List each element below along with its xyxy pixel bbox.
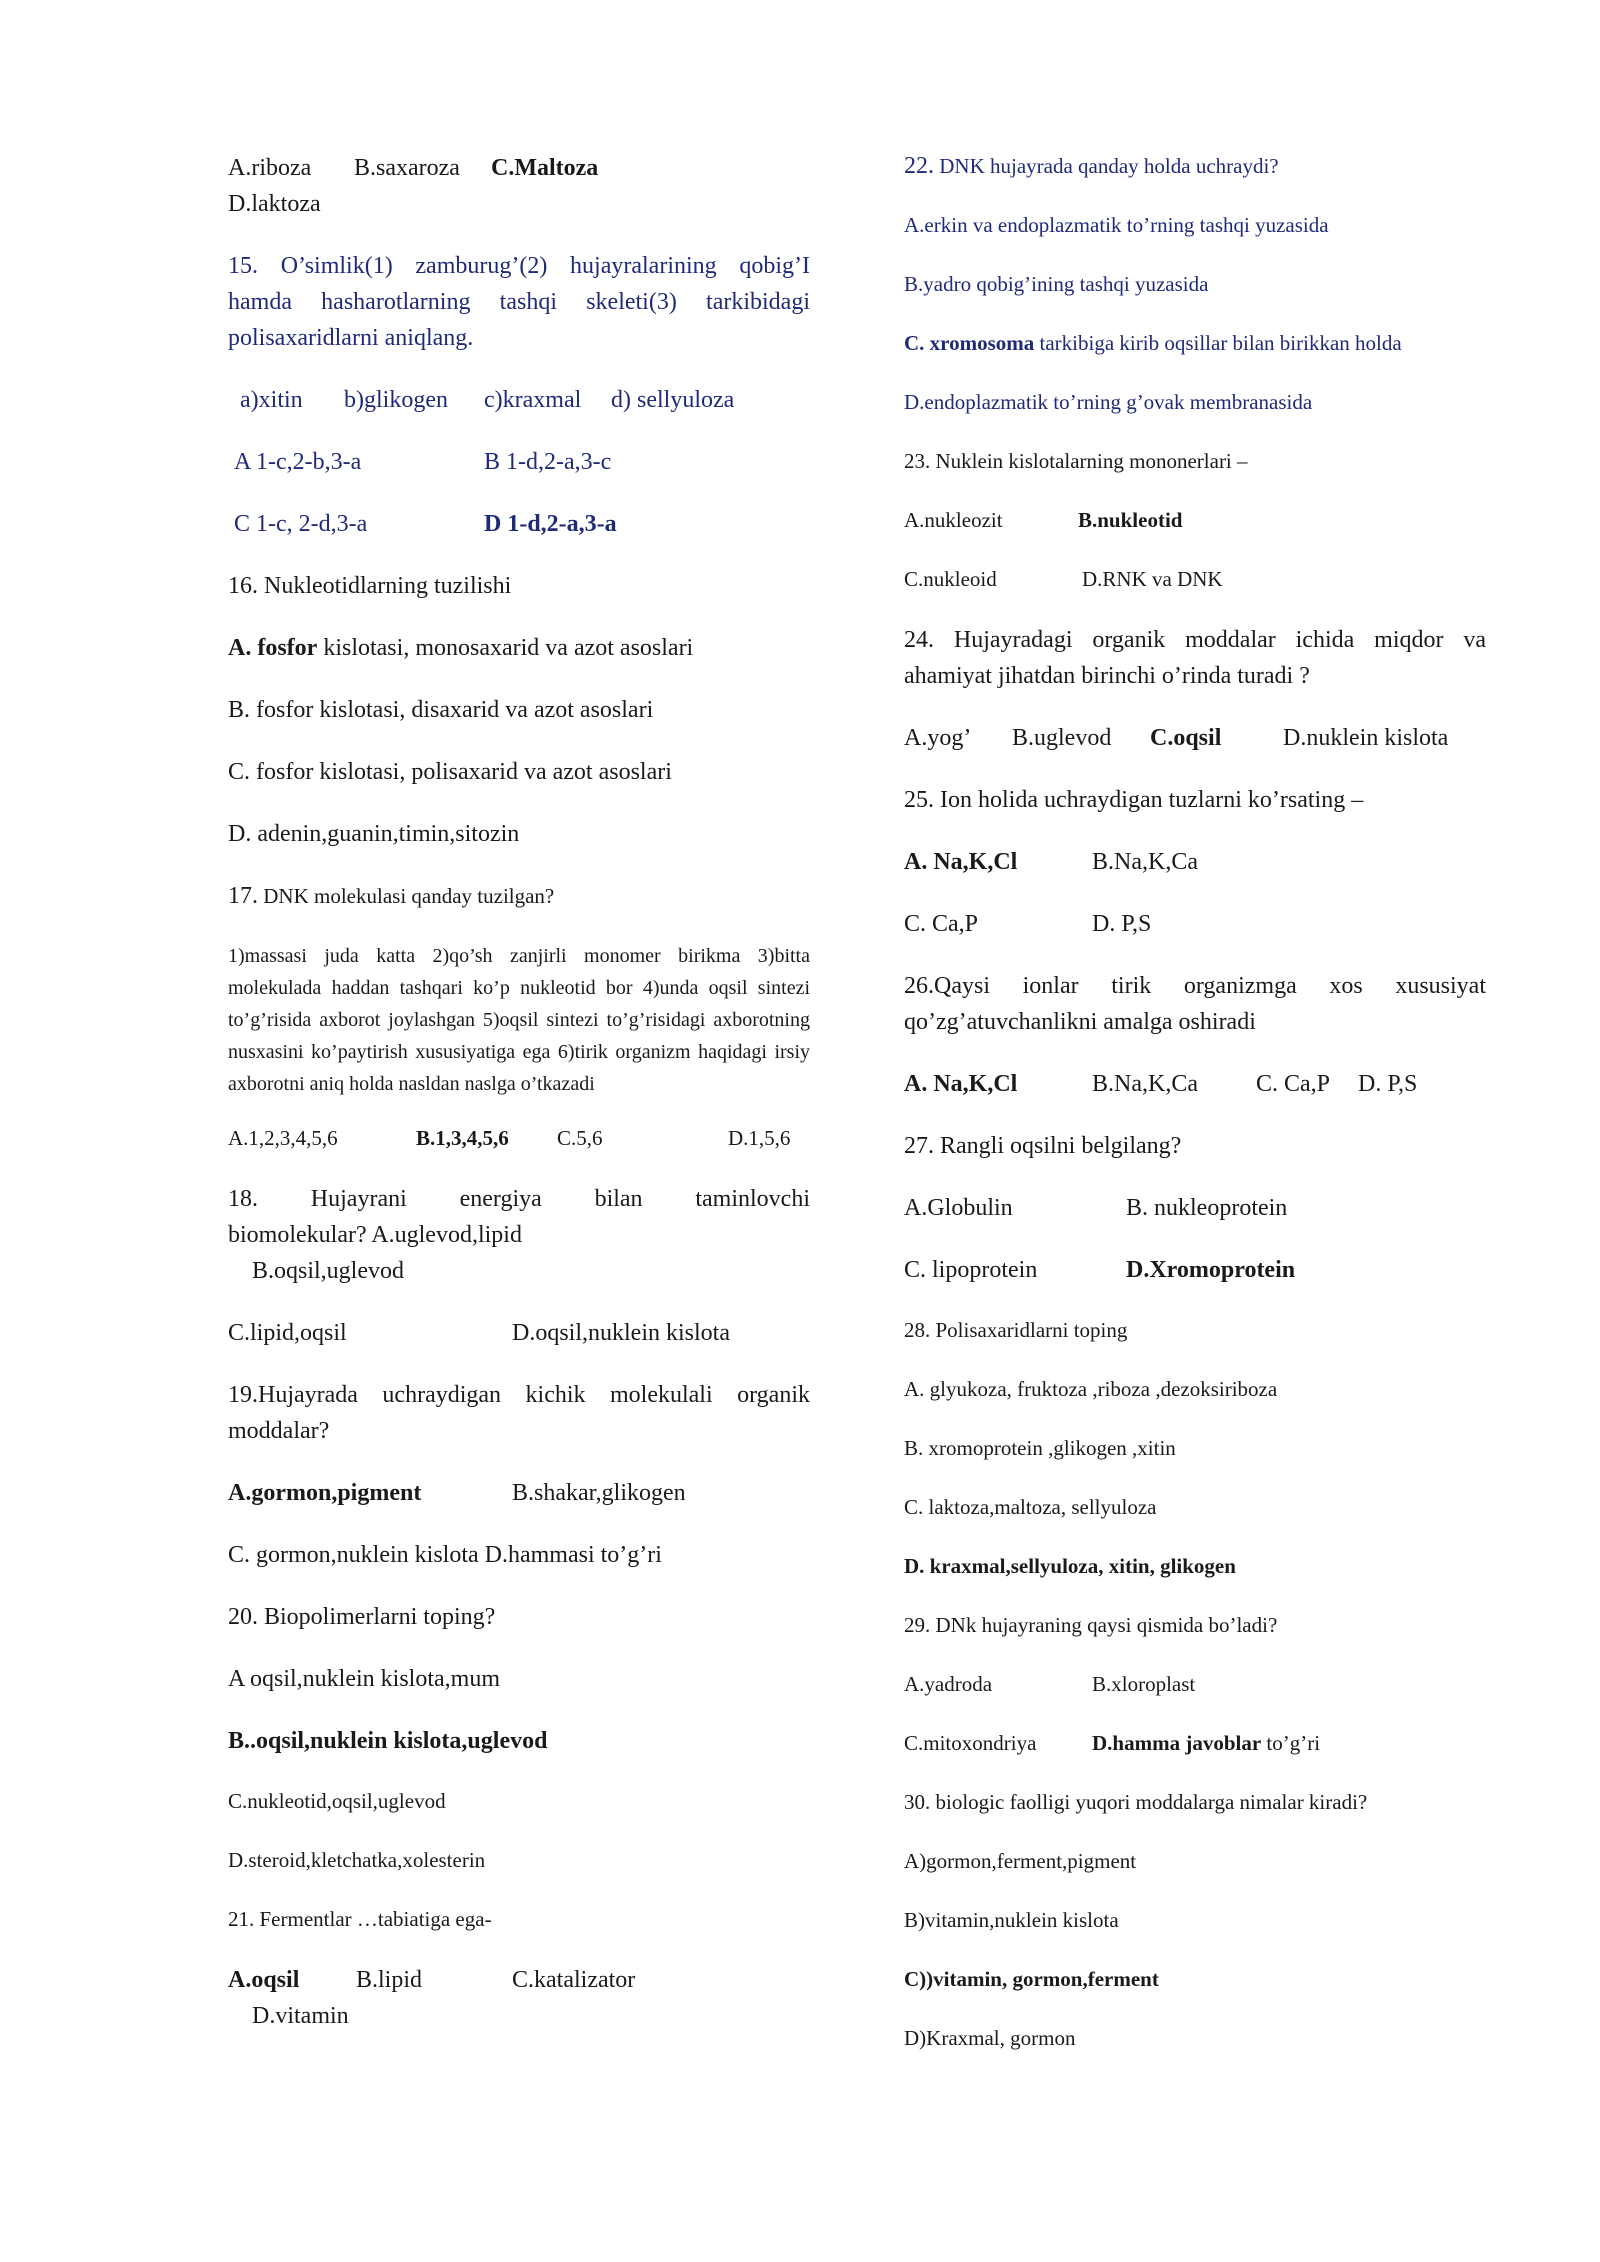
q15-option-b: B 1-d,2-a,3-c <box>484 449 612 475</box>
q16-option-a: A. fosfor kislotasi, monosaxarid va azot asoslari <box>228 635 694 661</box>
q30-option-c: C))vitamin, gormon,ferment <box>904 1967 1159 1991</box>
q29-options-cd <box>904 1727 1486 1759</box>
q15-option-c: C 1-c, 2-d,3-a <box>234 511 368 537</box>
q26-option-b: B.Na,K,Ca <box>1092 1071 1198 1097</box>
q24-question: 24. Hujayradagi organik moddalar ichida miqdor va ahamiyat jihatdan birinchi o’rinda turadi ? <box>904 627 1486 689</box>
q22-question: 22. DNK hujayrada qanday holda uchraydi? <box>904 153 1279 179</box>
q19-option-b: B.shakar,glikogen <box>512 1480 686 1506</box>
q24-option-d: D.nuklein kislota <box>1283 725 1449 751</box>
q22-option-b: B.yadro qobig’ining tashqi yuzasida <box>904 272 1209 296</box>
q17-options <box>228 1122 810 1154</box>
q17-option-a: A.1,2,3,4,5,6 <box>228 1126 338 1150</box>
q21-option-d: D.vitamin <box>252 2003 349 2029</box>
q30-option-a: A)gormon,ferment,pigment <box>904 1849 1137 1873</box>
right-column <box>904 150 1486 2081</box>
q25-options-cd <box>904 906 1486 942</box>
q17-option-d: D.1,5,6 <box>728 1126 791 1150</box>
q20-option-a: A oqsil,nuklein kislota,mum <box>228 1666 501 1692</box>
q21-option-d-line <box>228 1998 810 2034</box>
q23-option-c: C.nukleoid <box>904 567 997 591</box>
q19-option-c: C. gormon,nuklein kislota <box>228 1542 479 1568</box>
q23-option-a: A.nukleozit <box>904 508 1003 532</box>
q28-option-d: D. kraxmal,sellyuloza, xitin, glikogen <box>904 1554 1236 1578</box>
q28-question: 28. Polisaxaridlarni toping <box>904 1318 1128 1342</box>
q26-option-c: C. Ca,P <box>1256 1071 1331 1097</box>
q27-options-ab <box>904 1190 1486 1226</box>
q23-question: 23. Nuklein kislotalarning mononerlari – <box>904 449 1248 473</box>
q25-question: 25. Ion holida uchraydigan tuzlarni ko’rsating – <box>904 787 1364 813</box>
q19-option-d: D.hammasi to’g’ri <box>484 1542 662 1568</box>
q15-answers-ab <box>228 444 810 480</box>
q16-option-c: C. fosfor kislotasi, polisaxarid va azot asoslari <box>228 759 672 785</box>
q14-options-line1 <box>228 150 810 186</box>
q26-option-a: A. Na,K,Cl <box>904 1071 1018 1097</box>
q14-option-a: A.riboza <box>228 155 312 181</box>
q20-option-d: D.steroid,kletchatka,xolesterin <box>228 1848 486 1872</box>
q21-option-b: B.lipid <box>356 1967 423 1993</box>
q15-question: 15. O’simlik(1) zamburug’(2) hujayralarining qobig’I hamda hasharotlarning tashqi skeleti(3) tarkibidagi polisaxaridlarni aniqlang. <box>228 253 810 351</box>
q20-option-c: C.nukleotid,oqsil,uglevod <box>228 1789 446 1813</box>
q23-option-b: B.nukleotid <box>1078 508 1183 532</box>
q26-question: 26.Qaysi ionlar tirik organizmga xos xususiyat qo’zg’atuvchanlikni amalga oshiradi <box>904 973 1486 1035</box>
q15-option-a: A 1-c,2-b,3-a <box>234 449 362 475</box>
q17-option-b: B.1,3,4,5,6 <box>416 1126 509 1150</box>
q27-question: 27. Rangli oqsilni belgilang? <box>904 1133 1182 1159</box>
q18-option-c: C.lipid,oqsil <box>228 1320 347 1346</box>
q27-option-a: A.Globulin <box>904 1195 1013 1221</box>
q15-choice: c)kraxmal <box>484 387 582 413</box>
q24-option-c: C.oqsil <box>1150 725 1222 751</box>
q17-statements: 1)massasi juda katta 2)qo’sh zanjirli monomer birikma 3)bitta molekulada haddan tashqari ko’p nukleotid bor 4)unda oqsil sintezi to’g’risida axborot joylashgan 5)oqsil sintezi to’g’risidagi axborotning nusxasini ko’paytirish xususiyatiga ega 6)tirik organizm haqidagi irsiy axborotni aniq holda nasldan naslga o’tkazadi <box>228 945 810 1095</box>
q17-option-c: C.5,6 <box>557 1126 603 1150</box>
q21-question: 21. Fermentlar …tabiatiga ega- <box>228 1907 492 1931</box>
q25-option-d: D. P,S <box>1092 911 1152 937</box>
q19-option-a: A.gormon,pigment <box>228 1480 422 1506</box>
q29-question: 29. DNk hujayraning qaysi qismida bo’ladi? <box>904 1613 1278 1637</box>
q15-answers-cd <box>228 506 810 542</box>
q21-option-a: A.oqsil <box>228 1967 300 1993</box>
q29-option-a: A.yadroda <box>904 1672 993 1696</box>
q17-question: 17. DNK molekulasi qanday tuzilgan? <box>228 883 555 909</box>
q25-option-c: C. Ca,P <box>904 911 979 937</box>
q15-choice: a)xitin <box>240 387 303 413</box>
q24-option-b: B.uglevod <box>1012 725 1112 751</box>
q26-option-d: D. P,S <box>1358 1071 1418 1097</box>
q23-options-cd <box>904 563 1486 595</box>
q28-option-c: C. laktoza,maltoza, sellyuloza <box>904 1495 1157 1519</box>
q15-choice: b)glikogen <box>344 387 448 413</box>
q29-option-c: C.mitoxondriya <box>904 1731 1037 1755</box>
q21-options-abc <box>228 1962 810 1998</box>
q18-option-d: D.oqsil,nuklein kislota <box>512 1320 730 1346</box>
q28-option-b: B. xromoprotein ,glikogen ,xitin <box>904 1436 1176 1460</box>
q22-option-a: A.erkin va endoplazmatik to’rning tashqi yuzasida <box>904 213 1329 237</box>
q29-option-d: D.hamma javoblar to’g’ri <box>1092 1731 1321 1755</box>
q16-question: 16. Nukleotidlarning tuzilishi <box>228 573 512 599</box>
q24-option-a: A.yog’ <box>904 725 972 751</box>
q16-option-b: B. fosfor kislotasi, disaxarid va azot asoslari <box>228 697 654 723</box>
q15-option-d: D 1-d,2-a,3-a <box>484 511 617 537</box>
q20-option-b: B..oqsil,nuklein kislota,uglevod <box>228 1728 548 1754</box>
q28-option-a: A. glyukoza, fruktoza ,riboza ,dezoksiriboza <box>904 1377 1278 1401</box>
q27-option-b: B. nukleoprotein <box>1126 1195 1288 1221</box>
q15-choices <box>228 382 810 418</box>
q19-options-cd <box>228 1537 810 1573</box>
q27-option-c: C. lipoprotein <box>904 1257 1038 1283</box>
q26-options <box>904 1066 1486 1102</box>
q18-question: 18. Hujayrani energiya bilan taminlovchi biomolekular? A.uglevod,lipid B.oqsil,uglevod <box>228 1186 810 1284</box>
q30-option-b: B)vitamin,nuklein kislota <box>904 1908 1119 1932</box>
q14-option-c: C.Maltoza <box>491 155 599 181</box>
q22-option-c: C. xromosoma tarkibiga kirib oqsillar bilan birikkan holda <box>904 331 1402 355</box>
q29-option-b: B.xloroplast <box>1092 1672 1196 1696</box>
q15-choice: d) sellyuloza <box>611 387 735 413</box>
q19-options-ab <box>228 1475 810 1511</box>
q25-option-a: A. Na,K,Cl <box>904 849 1018 875</box>
q18-options-cd <box>228 1315 810 1351</box>
q25-options-ab <box>904 844 1486 880</box>
q27-option-d: D.Xromoprotein <box>1126 1257 1296 1283</box>
left-column <box>228 150 810 2060</box>
q23-option-d: D.RNK va DNK <box>1082 567 1223 591</box>
q14-option-b: B.saxaroza <box>354 155 460 181</box>
q14-option-d: D.laktoza <box>228 191 321 217</box>
q19-question: 19.Hujayrada uchraydigan kichik molekulali organik moddalar? <box>228 1382 810 1444</box>
q25-option-b: B.Na,K,Ca <box>1092 849 1198 875</box>
q30-question: 30. biologic faolligi yuqori moddalarga nimalar kiradi? <box>904 1790 1368 1814</box>
q24-options <box>904 720 1486 756</box>
q20-question: 20. Biopolimerlarni toping? <box>228 1604 496 1630</box>
q27-options-cd <box>904 1252 1486 1288</box>
q23-options-ab <box>904 504 1486 536</box>
q16-option-d: D. adenin,guanin,timin,sitozin <box>228 821 520 847</box>
q22-option-d: D.endoplazmatik to’rning g’ovak membranasida <box>904 390 1313 414</box>
q29-options-ab <box>904 1668 1486 1700</box>
q21-option-c: C.katalizator <box>512 1967 636 1993</box>
q30-option-d: D)Kraxmal, gormon <box>904 2026 1076 2050</box>
